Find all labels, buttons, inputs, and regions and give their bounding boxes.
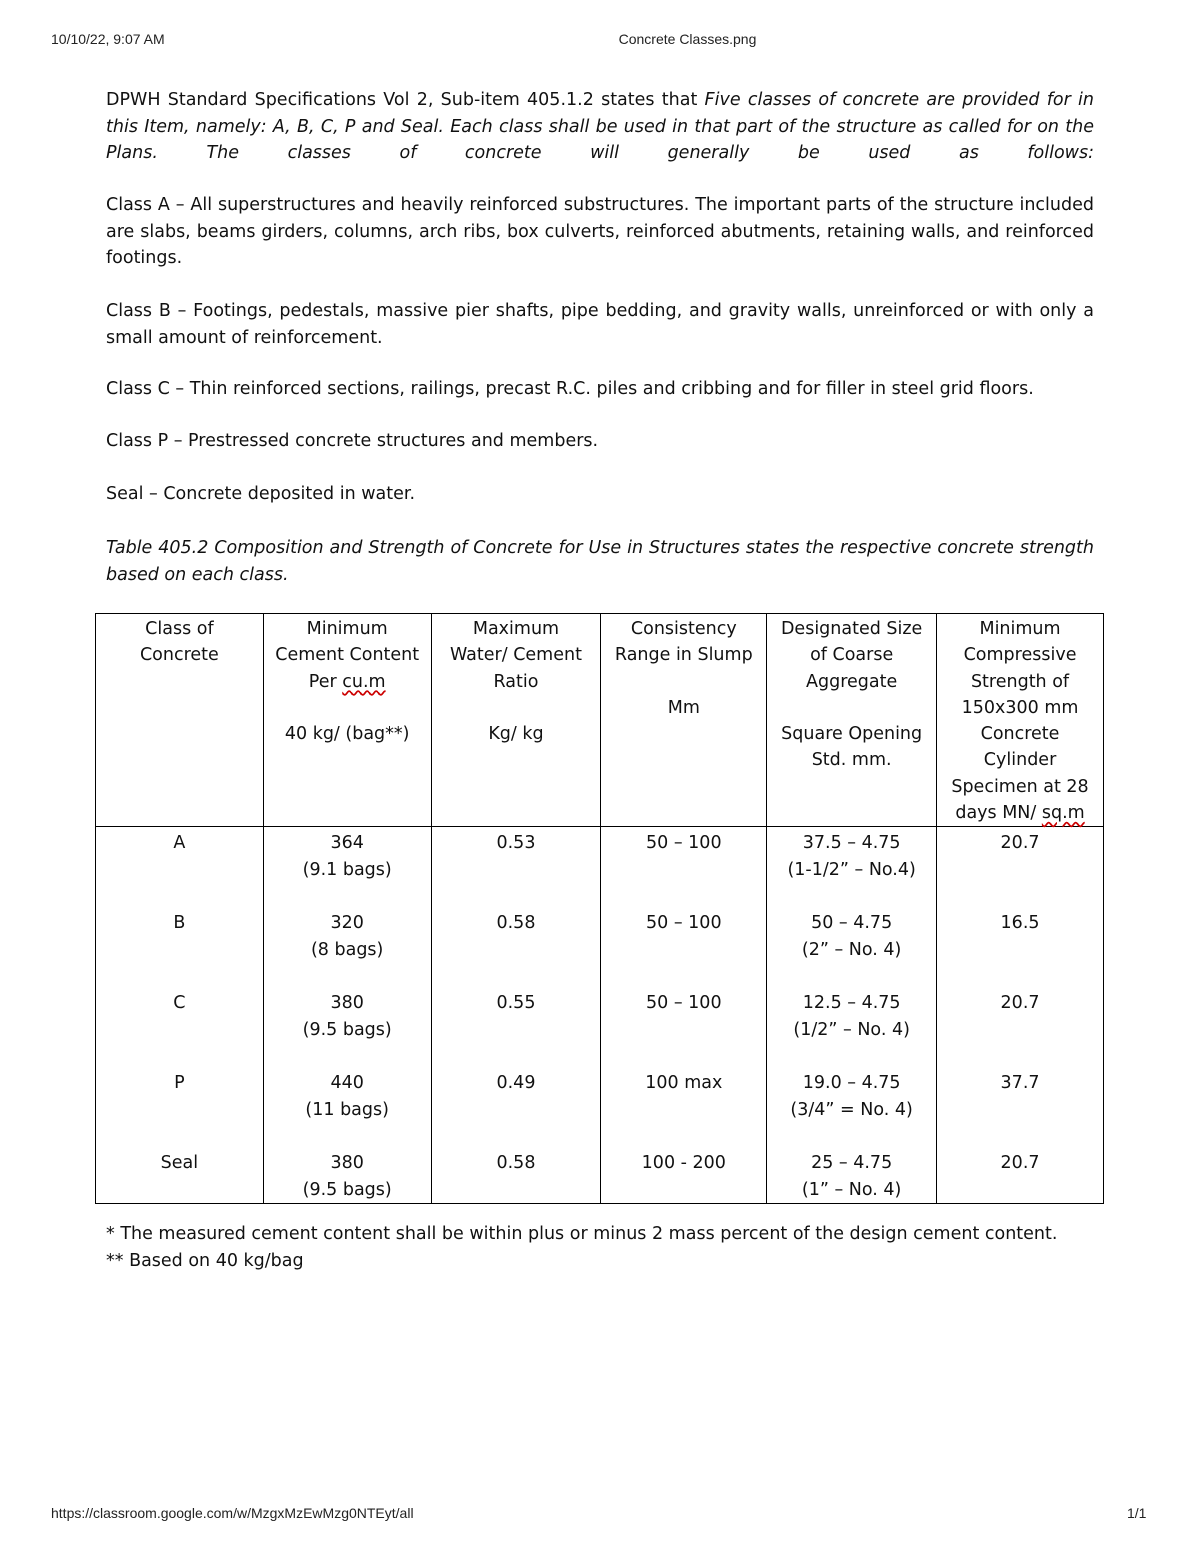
- header-class-of-concrete: Class of Concrete: [96, 614, 264, 827]
- table-row: [96, 1147, 1104, 1203]
- cell-cement: 380 (9.5 bags): [263, 1147, 431, 1203]
- cell-wc-ratio: 0.49: [431, 1067, 601, 1147]
- cell-class: Seal: [96, 1147, 264, 1203]
- concrete-composition-table: [95, 613, 1104, 1204]
- table-caption: [106, 535, 1094, 588]
- header-min-cement-content: Minimum Cement Content Per cu.m 40 kg/ (bag**): [263, 614, 431, 827]
- header-consistency-slump: Consistency Range in Slump Mm: [601, 614, 767, 827]
- table-row: [96, 1067, 1104, 1147]
- table-caption-text: Table 405.2 Composition and Strength of Concrete for Use in Structures states the respective concrete strength based on each class.: [106, 538, 1094, 585]
- cell-wc-ratio: 0.55: [431, 987, 601, 1067]
- cell-slump: 50 – 100: [601, 987, 767, 1067]
- cell-aggregate: 25 – 4.75 (1” – No. 4): [767, 1147, 937, 1203]
- header-coarse-aggregate-size: Designated Size of Coarse Aggregate Square Opening Std. mm.: [767, 614, 937, 827]
- cell-slump: 50 – 100: [601, 827, 767, 908]
- cell-strength: 20.7: [937, 987, 1104, 1067]
- print-footer-url: https://classroom.google.com/w/MzgxMzEwMzg0NTEyt/all: [51, 1505, 414, 1521]
- seal-text: Seal – Concrete deposited in water.: [106, 484, 416, 504]
- print-header-datetime: 10/10/22, 9:07 AM: [51, 31, 165, 47]
- cell-wc-ratio: 0.53: [431, 827, 601, 908]
- print-header-title: Concrete Classes.png: [618, 31, 757, 47]
- table-row: [96, 987, 1104, 1067]
- class-c-text: Class C – Thin reinforced sections, railings, precast R.C. piles and cribbing and for filler in steel grid floors.: [106, 379, 1034, 399]
- footnotes: [106, 1221, 1057, 1274]
- class-p-text: Class P – Prestressed concrete structures and members.: [106, 431, 599, 451]
- cell-strength: 37.7: [937, 1067, 1104, 1147]
- cell-strength: 20.7: [937, 1147, 1104, 1203]
- intro-lead: DPWH Standard Specifications Vol 2, Sub-item 405.1.2 states that: [106, 90, 705, 110]
- cell-aggregate: 19.0 – 4.75 (3/4” = No. 4): [767, 1067, 937, 1147]
- cell-class: A: [96, 827, 264, 908]
- cell-wc-ratio: 0.58: [431, 1147, 601, 1203]
- print-footer-page: 1/1: [1127, 1505, 1147, 1521]
- cell-slump: 100 - 200: [601, 1147, 767, 1203]
- class-a-text: Class A – All superstructures and heavily reinforced substructures. The important parts of the structure included are slabs, beams girders, columns, arch ribs, box culverts, reinforced abutments, retaining walls, and reinforced footings.: [106, 195, 1094, 268]
- footnote-bag-weight: ** Based on 40 kg/bag: [106, 1250, 304, 1271]
- cell-cement: 380 (9.5 bags): [263, 987, 431, 1067]
- header-compressive-strength: Minimum Compressive Strength of 150x300 mm Concrete Cylinder Specimen at 28 days MN/ sq.m: [937, 614, 1104, 827]
- cell-cement: 364 (9.1 bags): [263, 827, 431, 908]
- header-max-water-cement-ratio: Maximum Water/ Cement Ratio Kg/ kg: [431, 614, 601, 827]
- cell-aggregate: 37.5 – 4.75 (1-1/2” – No.4): [767, 827, 937, 908]
- cell-class: C: [96, 987, 264, 1067]
- class-b-text: Class B – Footings, pedestals, massive pier shafts, pipe bedding, and gravity walls, unreinforced or with only a small amount of reinforcement.: [106, 301, 1094, 348]
- seal-paragraph: [106, 481, 1094, 508]
- cell-strength: 20.7: [937, 827, 1104, 908]
- cell-cement: 440 (11 bags): [263, 1067, 431, 1147]
- cell-strength: 16.5: [937, 907, 1104, 987]
- table-row: [96, 907, 1104, 987]
- cell-slump: 100 max: [601, 1067, 767, 1147]
- cell-wc-ratio: 0.58: [431, 907, 601, 987]
- class-p-paragraph: [106, 428, 1094, 455]
- class-a-paragraph: [106, 192, 1094, 272]
- table-row: [96, 827, 1104, 908]
- class-c-paragraph: [106, 376, 1094, 403]
- cell-aggregate: 50 – 4.75 (2” – No. 4): [767, 907, 937, 987]
- footnote-cement-tolerance: * The measured cement content shall be within plus or minus 2 mass percent of the design cement content.: [106, 1224, 1058, 1244]
- cell-aggregate: 12.5 – 4.75 (1/2” – No. 4): [767, 987, 937, 1067]
- cell-class: P: [96, 1067, 264, 1147]
- class-b-paragraph: [106, 298, 1094, 351]
- intro-quote: Five classes of concrete are provided for in this Item, namely: A, B, C, P and Seal. Each class shall be used in that part of the structure as called for on the Plans. The classes of concrete will generally be used as follows:: [106, 90, 1094, 163]
- intro-paragraph: [106, 87, 1094, 167]
- cell-cement: 320 (8 bags): [263, 907, 431, 987]
- cell-slump: 50 – 100: [601, 907, 767, 987]
- cell-class: B: [96, 907, 264, 987]
